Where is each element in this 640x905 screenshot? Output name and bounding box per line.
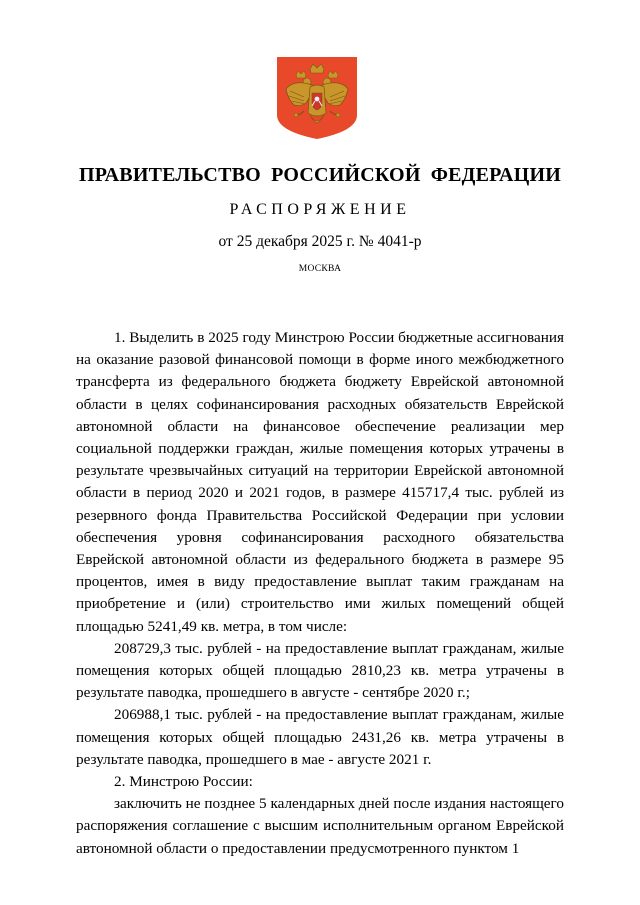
- government-title: ПРАВИТЕЛЬСТВО РОССИЙСКОЙ ФЕДЕРАЦИИ: [79, 164, 561, 186]
- document-city: МОСКВА: [298, 264, 342, 274]
- document-body: [76, 327, 564, 860]
- document-date-number: от 25 декабря 2025 г. № 4041-р: [218, 233, 422, 250]
- paragraph-5: заключить не позднее 5 календарных дней после издания настоящего распоряжения соглашение с высшим исполнительным органом Еврейской автономной области о предоставлении предусмотренного пунктом 1: [76, 795, 564, 857]
- paragraph-1: 1. Выделить в 2025 году Минстрою России бюджетные ассигнования на оказание разовой финансовой помощи в форме иного межбюджетного трансферта из федерального бюджета бюджету Еврейской автономной области в целях софинансирования расходных обязательств Еврейской автономной области на финансовое обеспечение реализации мер социальной поддержки граждан, жилые помещения которых утрачены в результате чрезвычайных ситуаций на территории Еврейской автономной области в период 2020 и 2021 годов, в размере 415717,4 тыс. рублей из резервного фонда Правительства Российской Федерации при условии обеспечения уровня софинансирования расходного обязательства Еврейской автономной области из федерального бюджета в размере 95 процентов, имея в виду предоставление выплат таким гражданам на приобретение и (или) строительство ими жилых помещений общей площадью 5241,49 кв. метра, в том числе:: [76, 329, 564, 635]
- coat-of-arms-icon: [274, 55, 360, 141]
- paragraph-4: 2. Минстрою России:: [114, 773, 253, 791]
- paragraph-2: 208729,3 тыс. рублей - на предоставление выплат гражданам, жилые помещения которых общей площадью 2810,23 кв. метра утрачены в результате паводка, прошедшего в августе - сентябре 2020 г.;: [76, 639, 564, 702]
- document-type: РАСПОРЯЖЕНИЕ: [229, 201, 411, 218]
- paragraph-3: 206988,1 тыс. рублей - на предоставление выплат гражданам, жилые помещения которых общей площадью 2431,26 кв. метра утрачены в результате паводка, прошедшего в мае - августе 2021 г.: [76, 706, 564, 768]
